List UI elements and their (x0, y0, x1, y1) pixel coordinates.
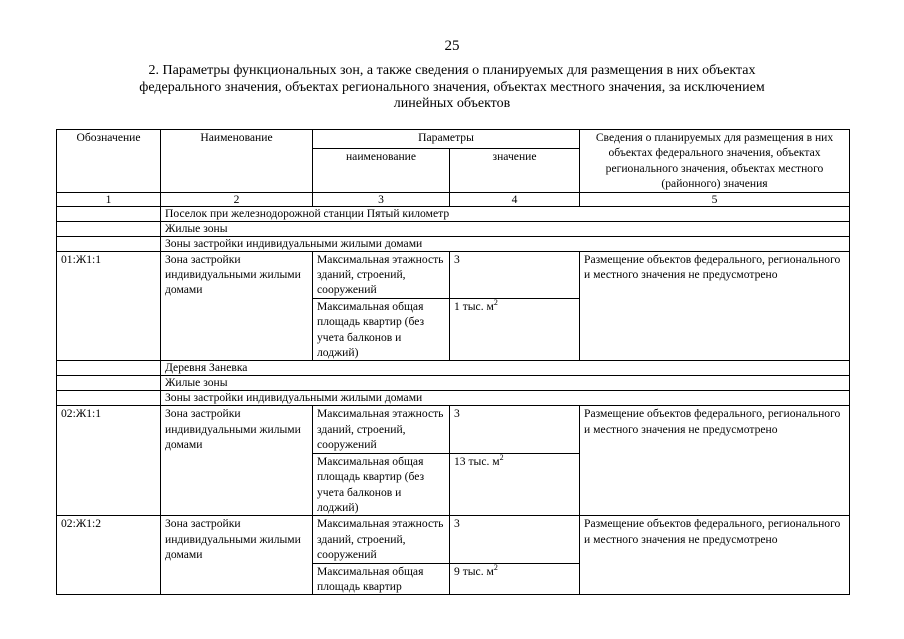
param-value: 3 (450, 251, 580, 298)
zone-name: Зона застройки индивидуальными жилыми домами (161, 406, 313, 516)
document-title (100, 63, 804, 113)
param-name: Максимальная этажность зданий, строений, сооружений (313, 251, 450, 298)
header-info: Сведения о планируемых для размещения в них объектах федерального значения, объектах регионального значения, объектах местного (районного) значения (580, 130, 850, 193)
header-param-value: значение (450, 148, 580, 192)
zones-table (56, 129, 850, 595)
settlement-row (57, 206, 850, 221)
table-row (57, 516, 850, 563)
zone-subtype: Зоны застройки индивидуальными жилыми домами (161, 236, 850, 251)
zone-type-row (57, 376, 850, 391)
param-name: Максимальная этажность зданий, строений, сооружений (313, 516, 450, 563)
param-name: Максимальная этажность зданий, строений, сооружений (313, 406, 450, 453)
page-number: 25 (444, 38, 460, 54)
param-value: 13 тыс. $м^2$ (450, 453, 580, 516)
header-parameters: Параметры (313, 130, 580, 149)
zone-info: Размещение объектов федерального, регионального и местного значения не предусмотрено (580, 406, 850, 516)
settlement-name: Деревня Заневка (161, 361, 850, 376)
zone-type: Жилые зоны (161, 221, 850, 236)
settlement-row (57, 361, 850, 376)
zone-code: 02:Ж1:2 (57, 516, 161, 595)
zone-info: Размещение объектов федерального, регионального и местного значения не предусмотрено (580, 516, 850, 595)
title-line-2: федерального значения, объектах регионального значения, объектах местного значения, за исключением (139, 79, 765, 95)
table-row (57, 251, 850, 298)
zone-type: Жилые зоны (161, 376, 850, 391)
param-name: Максимальная общая площадь квартир (без учета балконов и лоджий) (313, 453, 450, 516)
header-name: Наименование (161, 130, 313, 193)
header-designation: Обозначение (57, 130, 161, 193)
param-value: 3 (450, 516, 580, 563)
param-value: 1 тыс. $м^2$ (450, 298, 580, 361)
header-param-name: наименование (313, 148, 450, 192)
zone-code: 01:Ж1:1 (57, 251, 161, 361)
zone-subtype-row (57, 391, 850, 406)
param-value: 3 (450, 406, 580, 453)
zone-type-row (57, 221, 850, 236)
param-name: Максимальная общая площадь квартир (313, 563, 450, 595)
settlement-name: Поселок при железнодорожной станции Пятый километр (161, 206, 850, 221)
param-value: 9 тыс. $м^2$ (450, 563, 580, 595)
column-number: 1 (57, 192, 161, 206)
zone-name: Зона застройки индивидуальными жилыми домами (161, 251, 313, 361)
param-name: Максимальная общая площадь квартир (без учета балконов и лоджий) (313, 298, 450, 361)
column-number: 5 (580, 192, 850, 206)
zone-info: Размещение объектов федерального, регионального и местного значения не предусмотрено (580, 251, 850, 361)
title-line-3: линейных объектов (393, 96, 511, 111)
zone-subtype: Зоны застройки индивидуальными жилыми домами (161, 391, 850, 406)
column-number: 2 (161, 192, 313, 206)
zone-subtype-row (57, 236, 850, 251)
zone-name: Зона застройки индивидуальными жилыми домами (161, 516, 313, 595)
table-row (57, 406, 850, 453)
column-number: 4 (450, 192, 580, 206)
title-line-1: 2. Параметры функциональных зон, а также сведения о планируемых для размещения в них объектах (148, 63, 756, 78)
zone-code: 02:Ж1:1 (57, 406, 161, 516)
column-number: 3 (313, 192, 450, 206)
